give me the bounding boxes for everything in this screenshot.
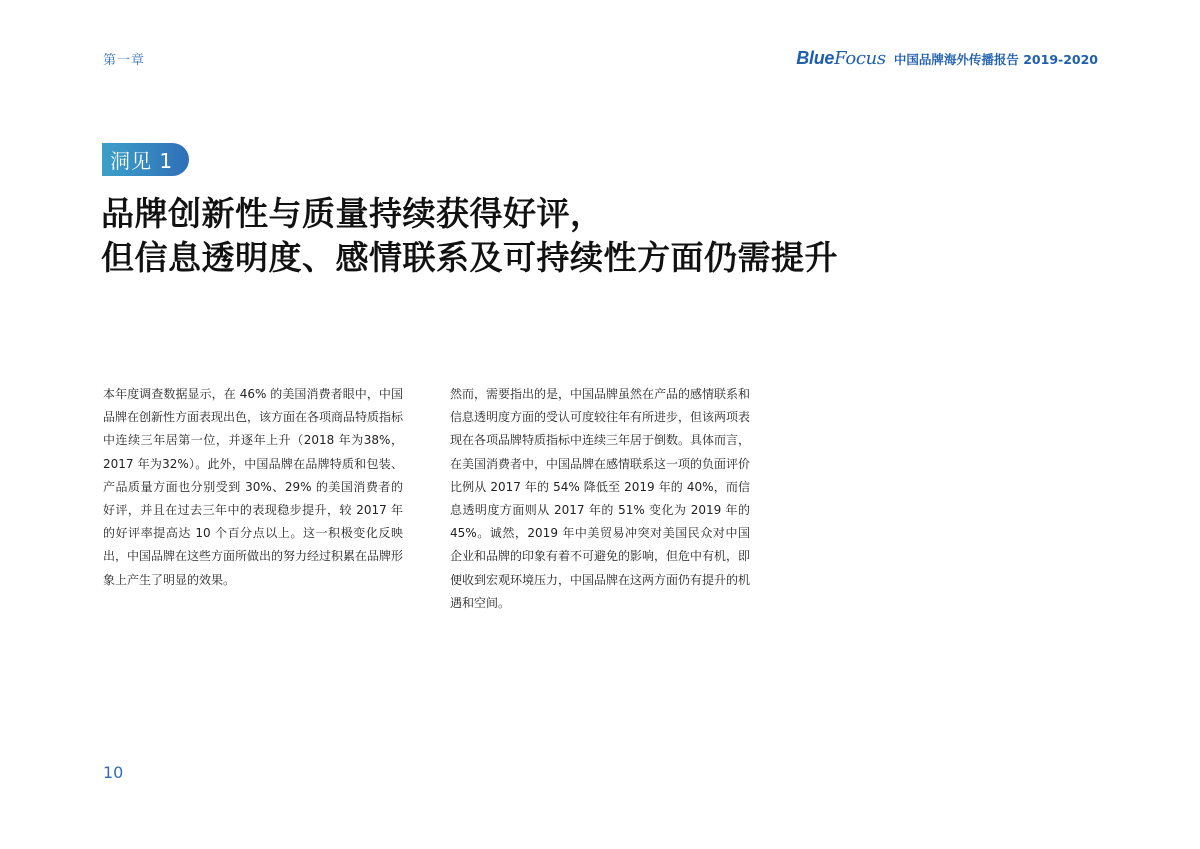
running-header: [796, 48, 1098, 69]
insight-badge: 洞见 1: [102, 143, 189, 176]
page-title: [101, 192, 838, 280]
bluefocus-logo: BlueFocus: [796, 48, 886, 69]
body-column-right: 然而，需要指出的是，中国品牌虽然在产品的感情联系和信息透明度方面的受认可度较往年有所进步，但该两项表现在各项品牌特质指标中连续三年居于倒数。具体而言，在美国消费者中，中国品牌在感情联系这一项的负面评价比例从 2017 年的 54% 降低至 2019 年的 40%，而信息透明度方面则从 2017 年的 51% 变化为 2019 年的 45%。诚然，2019 年中美贸易冲突对美国民众对中国企业和品牌的印象有着不可避免的影响，但危中有机，即便收到宏观环境压力，中国品牌在这两方面仍有提升的机遇和空间。: [450, 387, 751, 610]
title-line-1: 品牌创新性与质量持续获得好评，: [101, 194, 604, 233]
report-title: 中国品牌海外传播报告 2019-2020: [893, 52, 1098, 67]
title-line-2: 但信息透明度、感情联系及可持续性方面仍需提升: [101, 238, 838, 277]
body-column-left: 本年度调查数据显示，在 46% 的美国消费者眼中，中国品牌在创新性方面表现出色，该方面在各项商品特质指标中连续三年居第一位，并逐年上升（2018 年为38%，2017 年为32%）。此外，中国品牌在品牌特质和包装、产品质量方面也分别受到 30%、29% 的美国消费者的好评，并且在过去三年中的表现稳步提升，较 2017 年的好评率提高达 10 个百分点以上。这一积极变化反映出，中国品牌在这些方面所做出的努力经过积累在品牌形象上产生了明显的效果。: [103, 387, 404, 587]
chapter-label: 第一章: [103, 53, 146, 68]
page-number: 10: [103, 763, 124, 782]
